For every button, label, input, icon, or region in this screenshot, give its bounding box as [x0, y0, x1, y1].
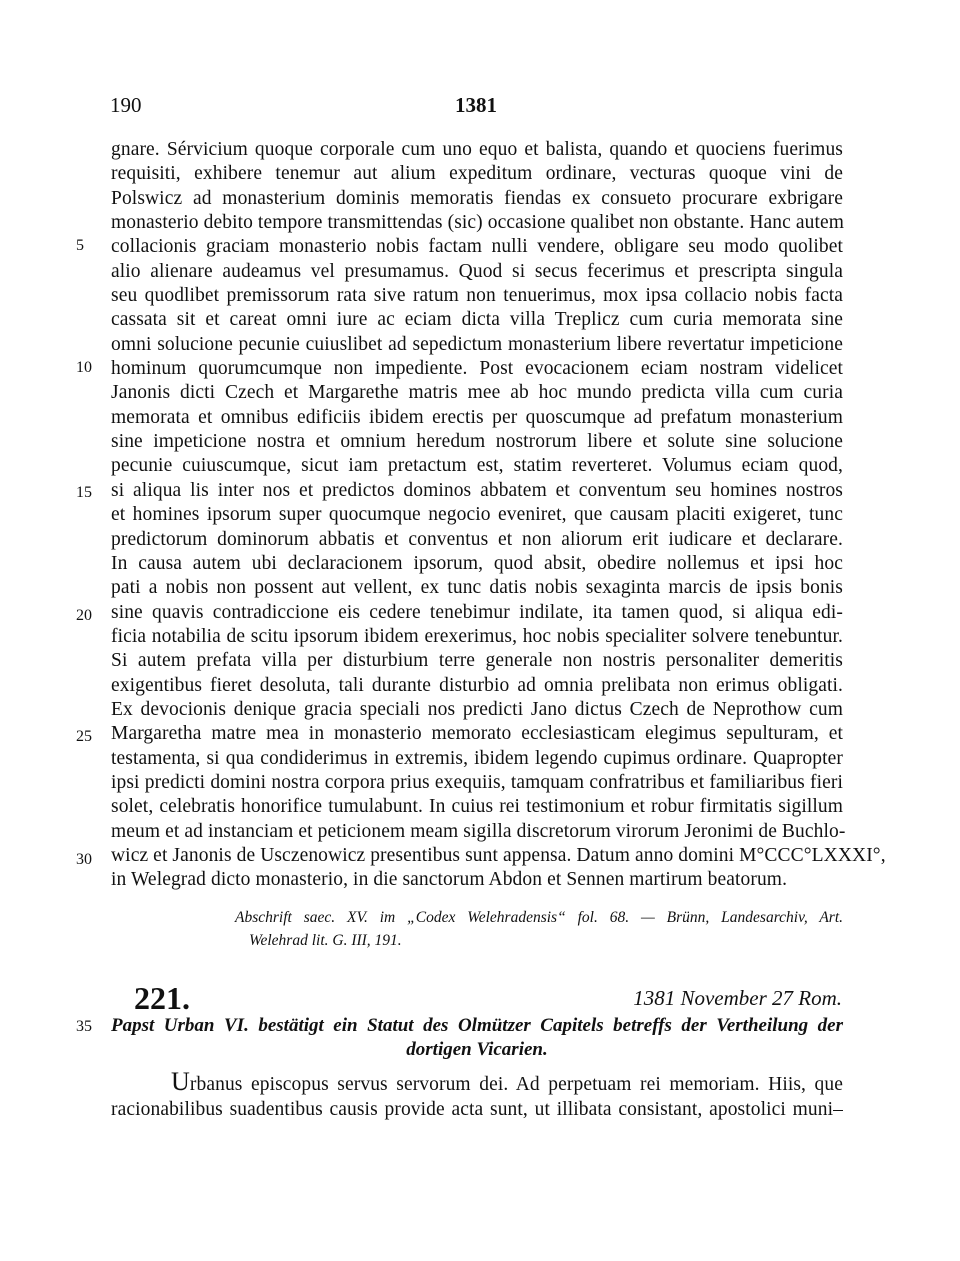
- text-line: pati a nobis non possent aut vellent, ex tunc datis nobis sexaginta marcis de ipsis bonis: [111, 577, 843, 599]
- text-line: seu quodlibet premissorum rata sive ratum non tenuerimus, mox ipsa collacio nobis facta: [111, 285, 843, 307]
- text-line: meum et ad instanciam et peticionem meam sigilla discretorum virorum Jeronimi de Buchlo-: [111, 820, 846, 842]
- text-line: hominum quorumcumque non impediente. Post evocacionem eciam nostram videlicet: [111, 358, 843, 380]
- text-line: et homines ipsorum super quocumque negocio eveniret, que causam placiti exigeret, tunc: [111, 504, 843, 526]
- line-number: 10: [76, 359, 92, 376]
- text-line: omni solucione pecunie cuiuslibet ad sepedictum monasterium libere revertatur impeticione: [111, 333, 843, 355]
- text-line: In causa autem ubi declaracionem ipsorum, quod absit, obedire nollemus et ipsi hoc: [111, 552, 843, 574]
- text-line: sine impeticione nostra et omnium heredum nostrorum libere et solute sine solucione: [111, 431, 843, 453]
- line-number: 20: [76, 607, 92, 624]
- text-line: cassata sit et careat omni iure ac eciam dicta villa Treplicz cum curia memorata sine: [111, 309, 843, 331]
- regest-line: Papst Urban VI. bestätigt ein Statut des Olmützer Capitels betreffs der Vertheilung der: [111, 1015, 843, 1036]
- line-number: 30: [76, 851, 92, 868]
- text-line: ipsi predicti domini nostra corpora prius exequiis, tamquam confratribus et familiaribus fieri: [111, 771, 843, 793]
- text-line: alio alienare audeamus vel presumamus. Quod si secus fecerimus et prescripta singula: [111, 260, 843, 282]
- page-number: 190: [110, 93, 142, 117]
- line-number: 5: [76, 237, 84, 254]
- text-line: collacionis graciam monasterio nobis factam nulli vendere, obligare seu modo quolibet: [111, 236, 843, 258]
- line-number: 15: [76, 484, 92, 501]
- text-line: Polswicz ad monasterium dominis memoratis fiendas ex consueto procurare exbrigare: [111, 187, 843, 209]
- text-line: memorata et omnibus edificiis ibidem erectis per quoscumque ad prefatum monasterium: [111, 406, 843, 428]
- text-line: racionabilibus suadentibus causis provide acta sunt, ut illibata consistant, apostolici muni–: [111, 1099, 843, 1120]
- initial-letter: U: [171, 1067, 190, 1096]
- text-line: wicz et Janonis de Usczenowicz presentibus sunt appensa. Datum anno domini M°CCC°LXXXI°,: [111, 844, 886, 866]
- regest-line: dortigen Vicarien.: [406, 1039, 548, 1060]
- text-line: in Welegrad dicto monasterio, in die sanctorum Abdon et Sennen martirum beatorum.: [111, 869, 788, 891]
- document-date-place: 1381 November 27 Rom.: [633, 986, 842, 1010]
- text-line: Janonis dicti Czech et Margarethe matris mee ab hoc mundo predicta villa cum curia: [111, 382, 843, 404]
- text-line: solet, celebratis honorifice tumulabunt. In cuius rei testimonium et robur firmitatis sigillum: [111, 796, 843, 818]
- text-line: Si autem prefata villa per disturbium terre generale non nostris personaliter demeritis: [111, 650, 843, 672]
- document-text: [111, 1069, 843, 1123]
- text-line: predictorum dominorum abbatis et conventus et non aliorum erit iudicare et declarare.: [111, 528, 843, 550]
- text-line: [111, 1069, 843, 1096]
- text-line: testamenta, si qua condiderimus in extremis, ibidem legendo cupimus ordinare. Quapropter: [111, 747, 843, 769]
- line-number: 25: [76, 728, 92, 745]
- text-line: ficia notabilia de scitu ipsorum ibidem erexerimus, hoc nobis specialiter solvere tenebuntur.: [111, 625, 843, 647]
- text-line: monasterio debito tempore transmittendas (sic) occasione qualibet non obstante. Hanc autem: [111, 212, 844, 234]
- source-note: [235, 906, 843, 952]
- text-line: Ex devocionis denique gracia speciali nos predicti Jano dictus Czech de Neprothow cum: [111, 698, 843, 720]
- text-line: si aliqua lis inter nos et predictos dominos abbatem et conventum seu homines nostros: [111, 479, 843, 501]
- charter-text: [111, 138, 886, 893]
- text-line: requisiti, exhibere tenemur aut alium expeditum ordinare, vecturas quoque vini de: [111, 163, 843, 185]
- text-line-rest: rbanus episcopus servus servorum dei. Ad perpetuam rei memoriam. Hiis, que: [189, 1074, 843, 1095]
- source-note-line: Abschrift saec. XV. im „Codex Welehradensis“ fol. 68. — Brünn, Landesarchiv, Art.: [235, 909, 843, 926]
- text-line: pecunie cuiuscumque, sicut iam pretactum est, statim reverteret. Volumus eciam quod,: [111, 455, 843, 477]
- document-number: 221.: [134, 980, 190, 1016]
- source-note-line: Welehrad lit. G. III, 191.: [249, 932, 402, 949]
- text-line: sine quavis contradiccione eis cedere tenebimur indilate, ita tamen quod, si aliqua edi-: [111, 601, 843, 623]
- line-number: 35: [76, 1018, 92, 1035]
- text-line: exigentibus fieret desoluta, tali durante disturbio ad omnia prelibata non erimus obligati.: [111, 674, 843, 696]
- text-line: Margaretha matre mea in monasterio memorato ecclesiasticam elegimus sepulturam, et: [111, 723, 843, 745]
- text-line: gnare. Sérvicium quoque corporale cum uno equo et balista, quando et quociens fuerimus: [111, 139, 843, 160]
- regest: [111, 1014, 843, 1062]
- running-header-year: 1381: [455, 93, 497, 117]
